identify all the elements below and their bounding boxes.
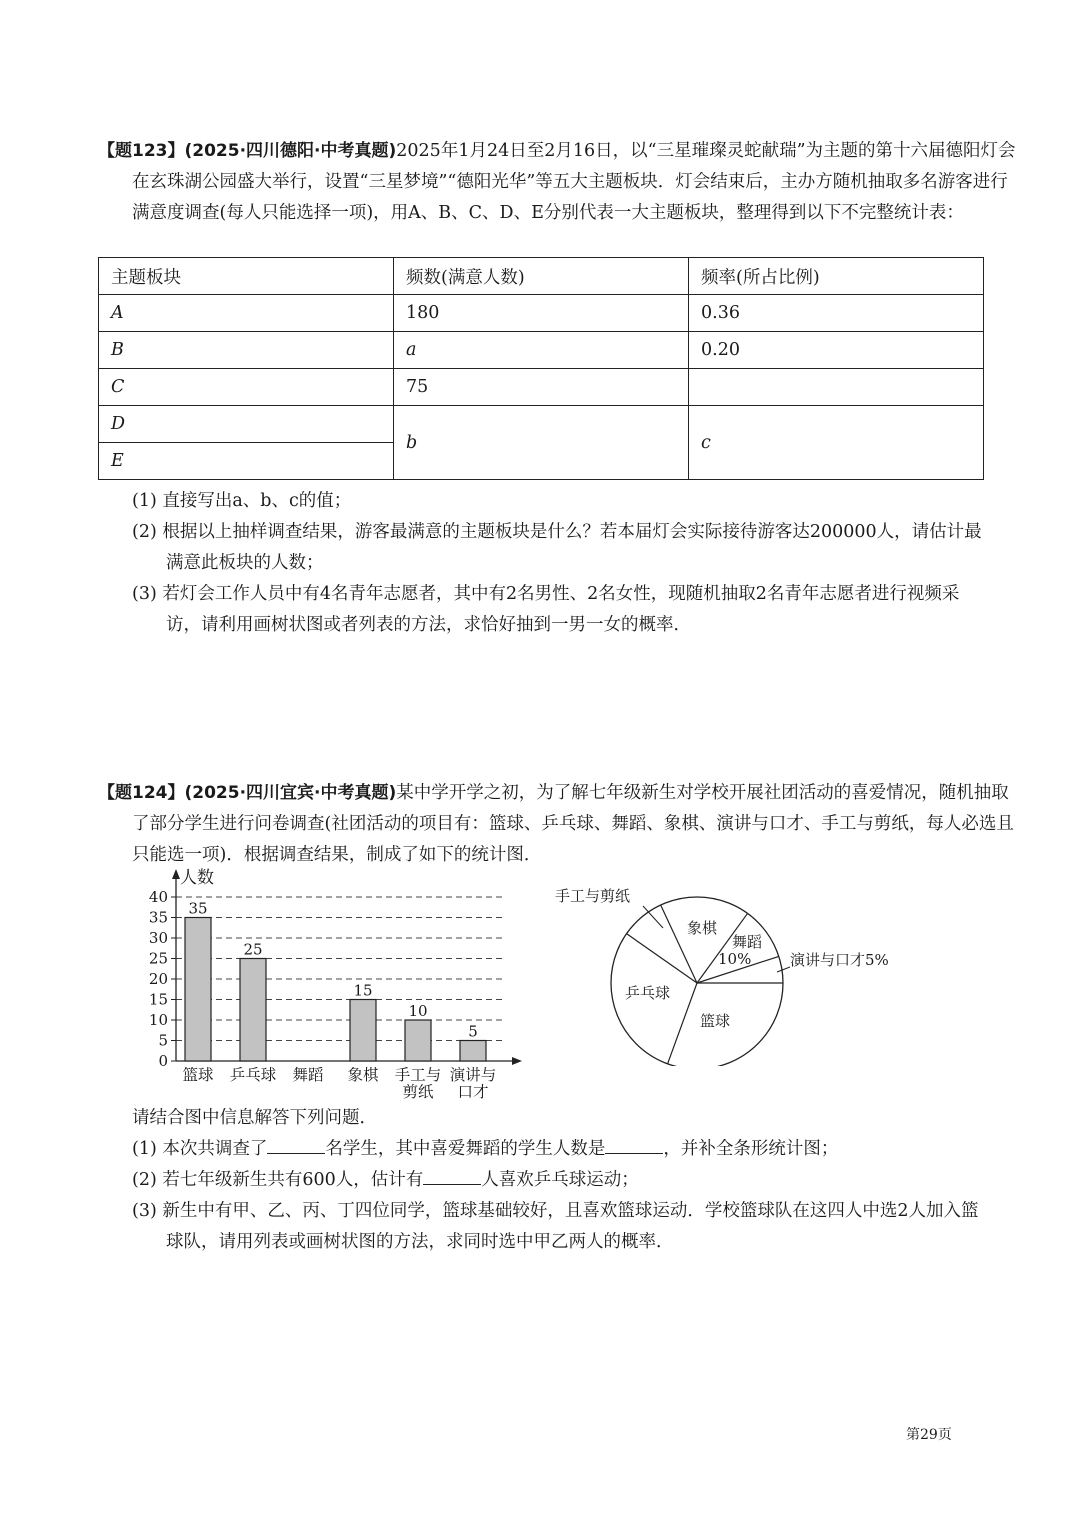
answer-blank xyxy=(423,1166,481,1185)
table-header-cell: 主题板块 xyxy=(99,258,394,295)
table-row xyxy=(99,369,984,406)
table-row xyxy=(99,406,984,443)
q124-q1-part: 名学生，其中喜爱舞蹈的学生人数是 xyxy=(325,1139,606,1159)
bar xyxy=(240,959,266,1062)
bar-category-label: 篮球 xyxy=(182,1066,214,1084)
q123-source: (2025·四川德阳·中考真题) xyxy=(184,141,397,161)
q124-question-3: (3) 新生中有甲、乙、丙、丁四位同学，篮球基础较好，且喜欢篮球运动．学校篮球队在这四人中选2人加入篮球队，请用列表或画树状图的方法，求同时选中甲乙两人的概率． xyxy=(132,1201,979,1252)
bar-x-axis-arrow xyxy=(512,1057,522,1065)
bar-ytick-label: 10 xyxy=(148,1011,168,1029)
table-cell xyxy=(689,369,984,406)
table-header-cell: 频数(满意人数) xyxy=(394,258,689,295)
bar-ytick-label: 35 xyxy=(148,908,168,927)
bar xyxy=(185,918,211,1062)
answer-blank xyxy=(267,1135,325,1154)
bar-ytick-label: 40 xyxy=(148,888,168,906)
bar-ytick-label: 20 xyxy=(148,970,168,988)
table-cell: a xyxy=(394,332,689,369)
bar-ytick-label: 25 xyxy=(148,949,168,968)
q123-tag: 【题123】 xyxy=(98,141,185,161)
q124-intro-text: 某中学开学之初，为了解七年级新生对学校开展社团活动的喜爱情况，随机抽取了部分学生进行问卷调查(社团活动的项目有：篮球、乒乓球、舞蹈、象棋、演讲与口才、手工与剪纸，每人必选且只能选一项)．根据调查结果，制成了如下的统计图． xyxy=(132,783,1014,865)
bar-data-label: 10 xyxy=(408,1002,428,1020)
bar-y-axis-label: 人数 xyxy=(180,868,214,888)
q124-q2-part: 人喜欢乒乓球运动； xyxy=(481,1170,639,1190)
q124-prompt: 请结合图中信息解答下列问题． xyxy=(132,1108,377,1128)
q123-intro-text: 2025年1月24日至2月16日，以“三星璀璨灵蛇献瑞”为主题的第十六届德阳灯会在玄珠湖公园盛大举行，设置“三星梦境”“德阳光华”等五大主题板块．灯会结束后，主办方随机抽取多名游客进行满意度调查(每人只能选择一项)，用A、B、C、D、E分别代表一大主题板块，整理得到以下不完整统计表： xyxy=(132,141,1016,223)
bar-category-label: 剪纸 xyxy=(402,1083,434,1101)
pie-label-leader-speech xyxy=(777,967,790,972)
q124-question-2 xyxy=(132,1165,987,1196)
bar-category-label: 演讲与 xyxy=(449,1066,497,1084)
pie-label-dance: 舞蹈 xyxy=(732,933,763,951)
pie-label-speech: 演讲与口才5% xyxy=(790,951,889,969)
pie-label-handcraft: 手工与剪纸 xyxy=(555,887,631,905)
q124-question-1 xyxy=(132,1134,987,1165)
q123-question-3: (3) 若灯会工作人员中有4名青年志愿者，其中有2名男性、2名女性，现随机抽取2名青年志愿者进行视频采访，请利用画树状图或者列表的方法，求恰好抽到一男一女的概率． xyxy=(132,584,960,635)
table-cell-merged: b xyxy=(394,406,689,480)
table-header-row xyxy=(99,258,984,295)
page-number: 第29页 xyxy=(906,1427,952,1443)
q124-intro xyxy=(98,778,1020,871)
answer-blank xyxy=(605,1135,663,1154)
q124-questions xyxy=(132,1103,987,1258)
bar-category-label: 象棋 xyxy=(347,1066,379,1084)
pie-slice-boundary xyxy=(668,983,697,1064)
bar-data-label: 15 xyxy=(353,981,373,1000)
q124-q2-part: (2) 若七年级新生共有600人，估计有 xyxy=(132,1170,424,1190)
q124-source: (2025·四川宜宾·中考真题) xyxy=(184,783,397,803)
table-cell: 0.36 xyxy=(689,295,984,332)
bar xyxy=(405,1020,431,1061)
table-cell: C xyxy=(99,369,394,406)
bar-data-label: 25 xyxy=(243,940,263,959)
bar-category-label: 口才 xyxy=(457,1083,489,1101)
bar-data-label: 5 xyxy=(468,1022,478,1041)
table-cell: 180 xyxy=(394,295,689,332)
table-row xyxy=(99,332,984,369)
pie-label-pingpong: 乒乓球 xyxy=(625,984,671,1002)
bar-ytick-label: 30 xyxy=(148,929,168,947)
pie-label-dance-pct: 10% xyxy=(718,950,752,968)
table-cell: D xyxy=(99,406,394,443)
pie-label-chess: 象棋 xyxy=(687,919,718,937)
q123-intro xyxy=(98,136,1020,229)
q123-question-2: (2) 根据以上抽样调查结果，游客最满意的主题板块是什么？若本届灯会实际接待游客达200000人，请估计最满意此板块的人数； xyxy=(132,522,982,573)
table-cell: A xyxy=(99,295,394,332)
table-header-cell: 频率(所占比例) xyxy=(689,258,984,295)
q124-q1-part: ，并补全条形统计图； xyxy=(663,1139,839,1159)
pie-label-basketball: 篮球 xyxy=(700,1012,731,1030)
q123-questions xyxy=(132,486,987,641)
bar-y-axis-arrow xyxy=(172,869,180,879)
q124-tag: 【题124】 xyxy=(98,783,185,803)
bar-ytick-label: 15 xyxy=(148,990,168,1009)
table-row xyxy=(99,295,984,332)
q123-question-1: (1) 直接写出a、b、c的值； xyxy=(132,491,352,511)
pie-slice-boundary xyxy=(661,905,697,983)
table-cell-merged: c xyxy=(689,406,984,480)
q123-stat-table xyxy=(98,257,984,480)
table-cell: E xyxy=(99,443,394,480)
q124-q1-part: (1) 本次共调查了 xyxy=(132,1139,268,1159)
bar xyxy=(350,1000,376,1062)
bar-ytick-label: 0 xyxy=(158,1052,168,1070)
bar-data-label: 35 xyxy=(188,899,208,918)
table-cell: B xyxy=(99,332,394,369)
bar-chart xyxy=(120,862,540,1102)
bar xyxy=(460,1041,486,1062)
bar-category-label: 手工与 xyxy=(394,1066,442,1084)
table-cell: 75 xyxy=(394,369,689,406)
pie-slice-boundary xyxy=(627,934,697,983)
bar-category-label: 舞蹈 xyxy=(292,1066,324,1084)
bar-category-label: 乒乓球 xyxy=(229,1066,277,1084)
pie-chart xyxy=(545,876,915,1066)
table-cell: 0.20 xyxy=(689,332,984,369)
bar-ytick-label: 5 xyxy=(158,1031,168,1050)
